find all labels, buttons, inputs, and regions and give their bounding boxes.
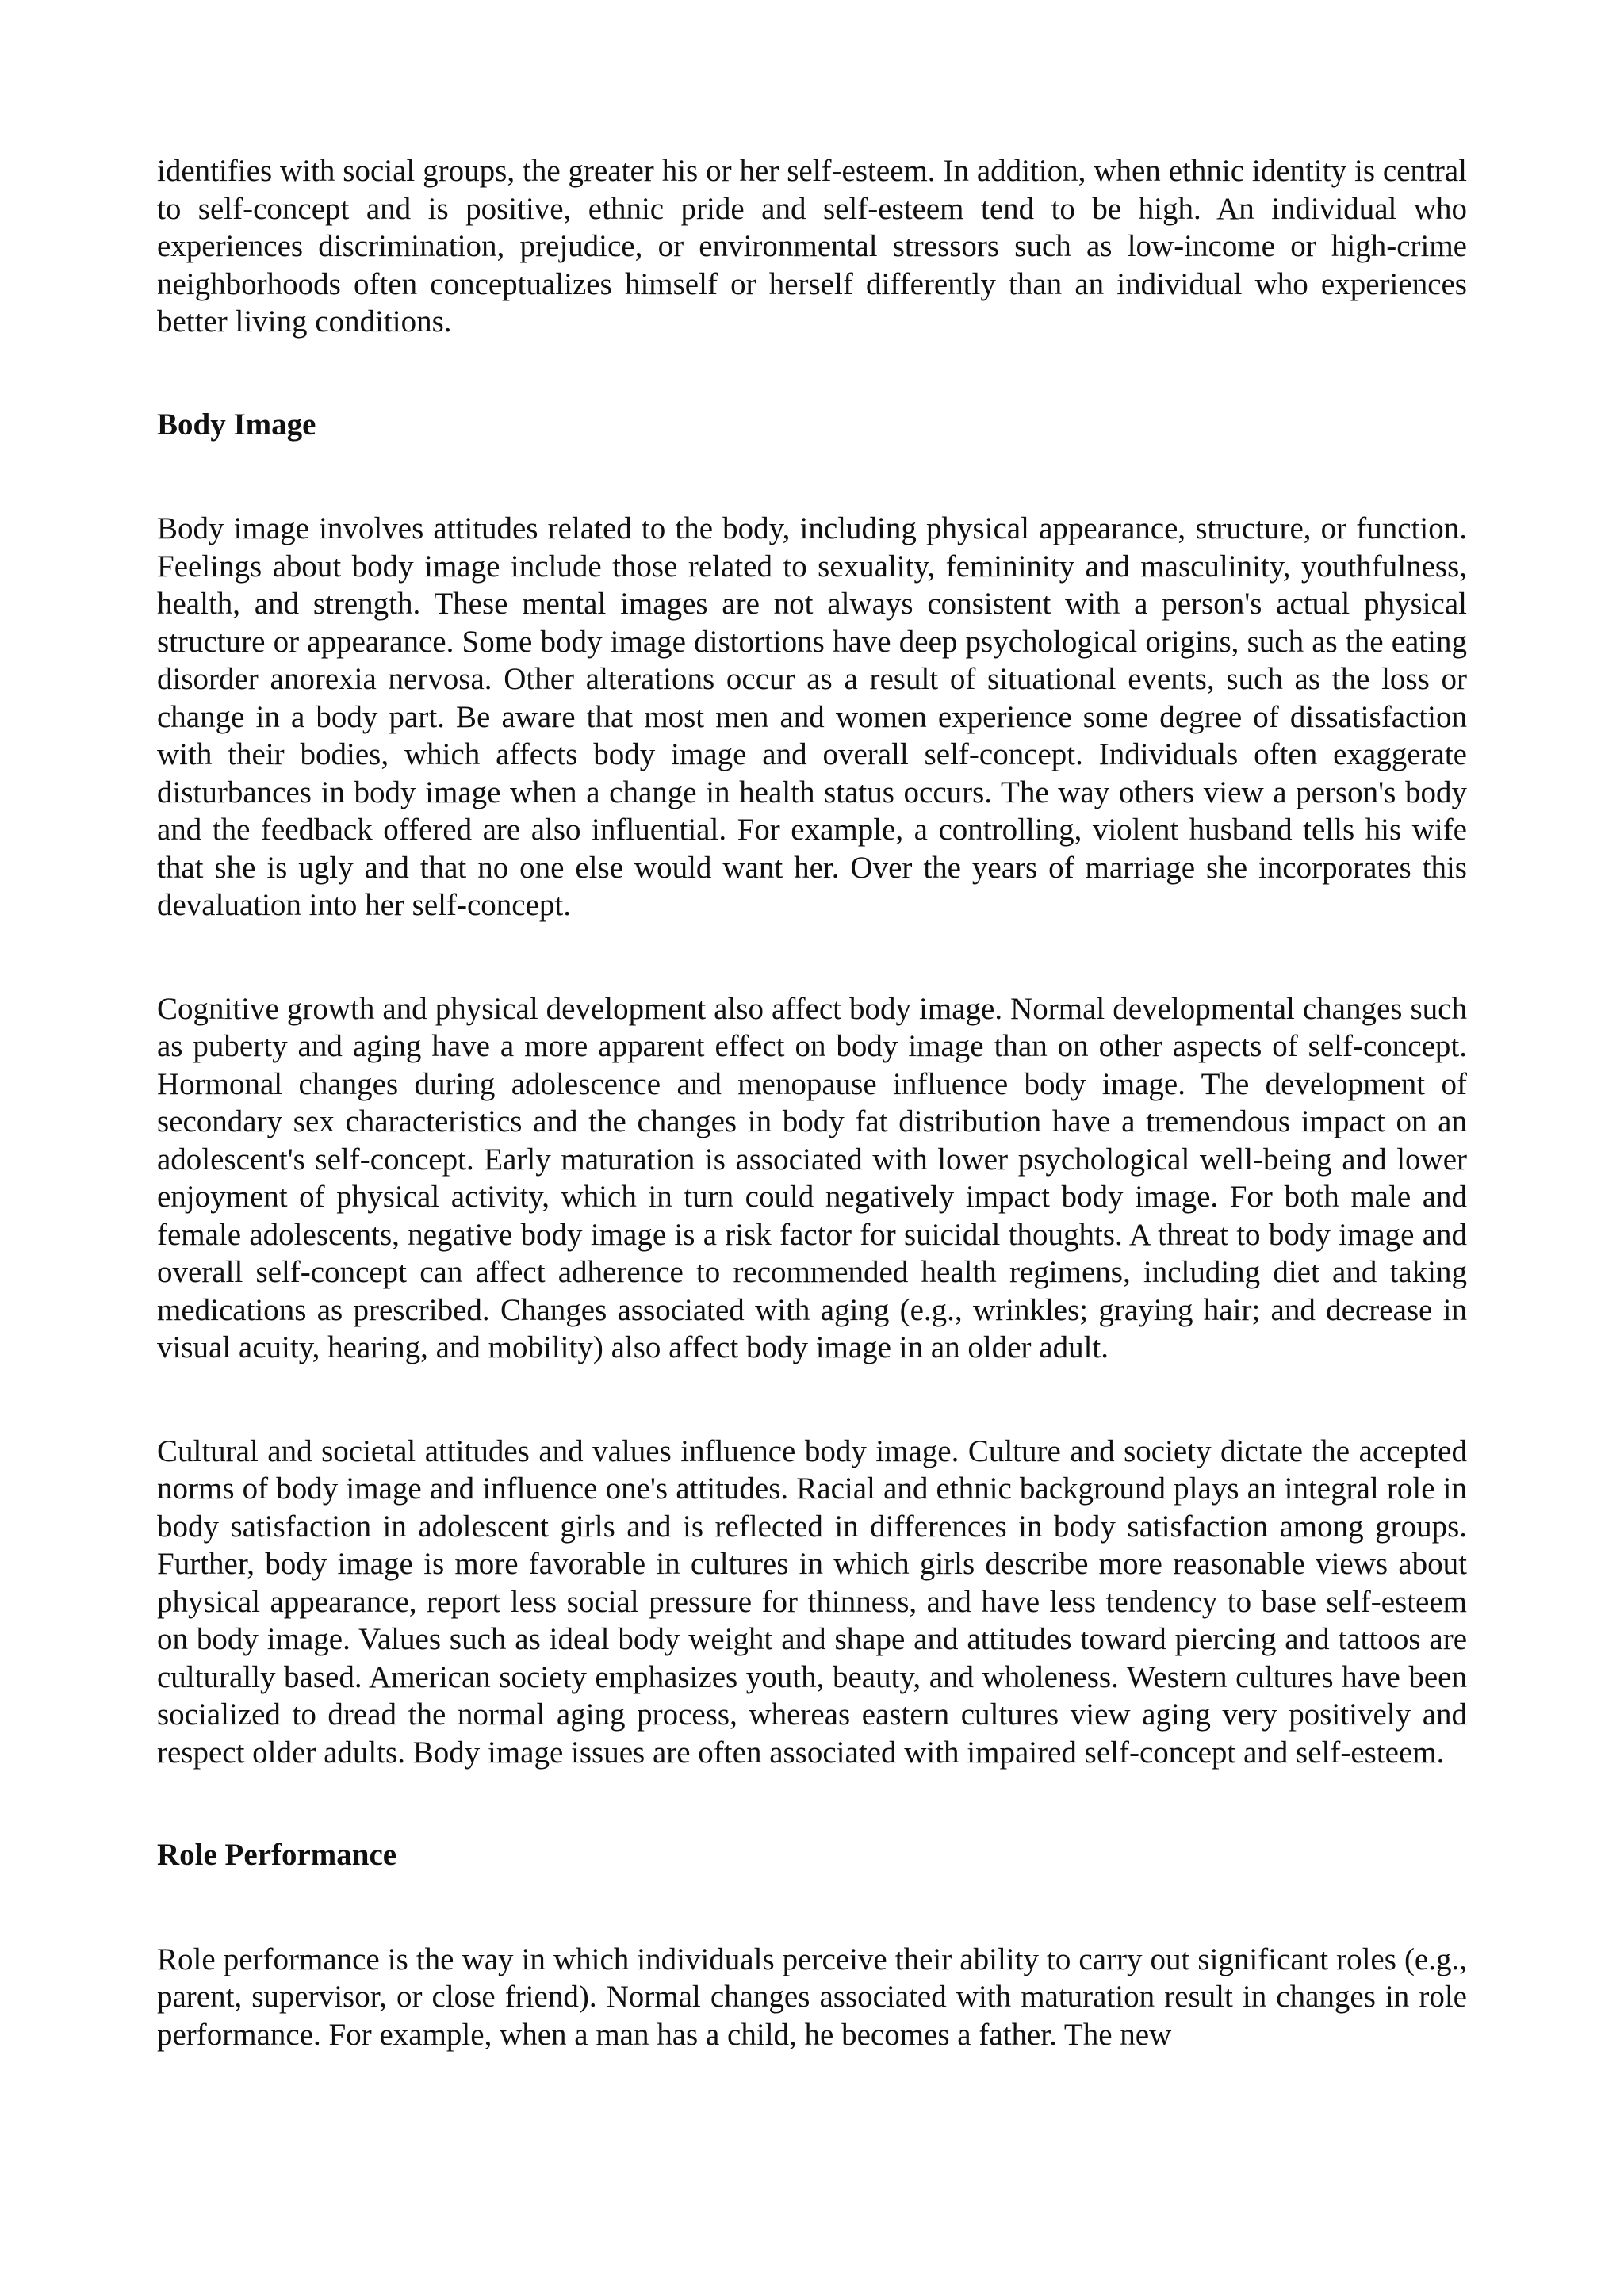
section-heading-body-image: Body Image (157, 407, 316, 442)
body-image-paragraph-3: Cultural and societal attitudes and values influence body image. Culture and society dictate the accepted norms of body image and influence one's attitudes. Racial and ethnic background plays an integral role in body satisfaction in adolescent girls and is reflected in differences in body satisfaction among groups. Further, body image is more favorable in cultures in which girls describe more reasonable views about physical appearance, report less social pressure for thinness, and have less tendency to base self-esteem on body image. Values such as ideal body weight and shape and attitudes toward piercing and tattoos are culturally based. American society emphasizes youth, beauty, and wholeness. Western cultures have been socialized to dread the normal aging process, whereas eastern cultures view aging very positively and respect older adults. Body image issues are often associated with impaired self-concept and self-esteem. (157, 1433, 1467, 1770)
body-image-paragraph-2: Cognitive growth and physical development also affect body image. Normal developmental changes such as puberty and aging have a more apparent effect on body image than on other aspects of self-concept. Hormonal changes during adolescence and menopause influence body image. The development of secondary sex characteristics and the changes in body fat distribution have a tremendous impact on an adolescent's self-concept. Early maturation is associated with lower psychological well-being and lower enjoyment of physical activity, which in turn could negatively impact body image. For both male and female adolescents, negative body image is a risk factor for suicidal thoughts. A threat to body image and overall self-concept can affect adherence to recommended health regimens, including diet and taking medications as prescribed. Changes associated with aging (e.g., wrinkles; graying hair; and decrease in visual acuity, hearing, and mobility) also affect body image in an older adult. (157, 991, 1467, 1364)
body-image-paragraph-1: Body image involves attitudes related to the body, including physical appearance, structure, or function. Feelings about body image include those related to sexuality, femininity and masculinity, youthfulness, health, and strength. These mental images are not always consistent with a person's actual physical structure or appearance. Some body image distortions have deep psychological origins, such as the eating disorder anorexia nervosa. Other alterations occur as a result of situational events, such as the loss or change in a body part. Be aware that most men and women experience some degree of dissatisfaction with their bodies, which affects body image and overall self-concept. Individuals often exaggerate disturbances in body image when a change in health status occurs. The way others view a person's body and the feedback offered are also influential. For example, a controlling, violent husband tells his wife that she is ugly and that no one else would want her. Over the years of marriage she incorporates this devaluation into her self-concept. (157, 511, 1467, 922)
section-heading-role-performance: Role Performance (157, 1838, 397, 1872)
intro-paragraph: identifies with social groups, the greater his or her self-esteem. In addition, when ethnic identity is central to self-concept and is positive, ethnic pride and self-esteem tend to be high. An individual who experiences discrimination, prejudice, or environmental stressors such as low-income or high-crime neighborhoods often conceptualizes himself or herself differently than an individual who experiences better living conditions. (157, 154, 1467, 339)
role-performance-paragraph-1: Role performance is the way in which individuals perceive their ability to carry out significant roles (e.g., parent, supervisor, or close friend). Normal changes associated with maturation result in changes in role performance. For example, when a man has a child, he becomes a father. The new (157, 1942, 1467, 2052)
document-page (157, 152, 1467, 2053)
